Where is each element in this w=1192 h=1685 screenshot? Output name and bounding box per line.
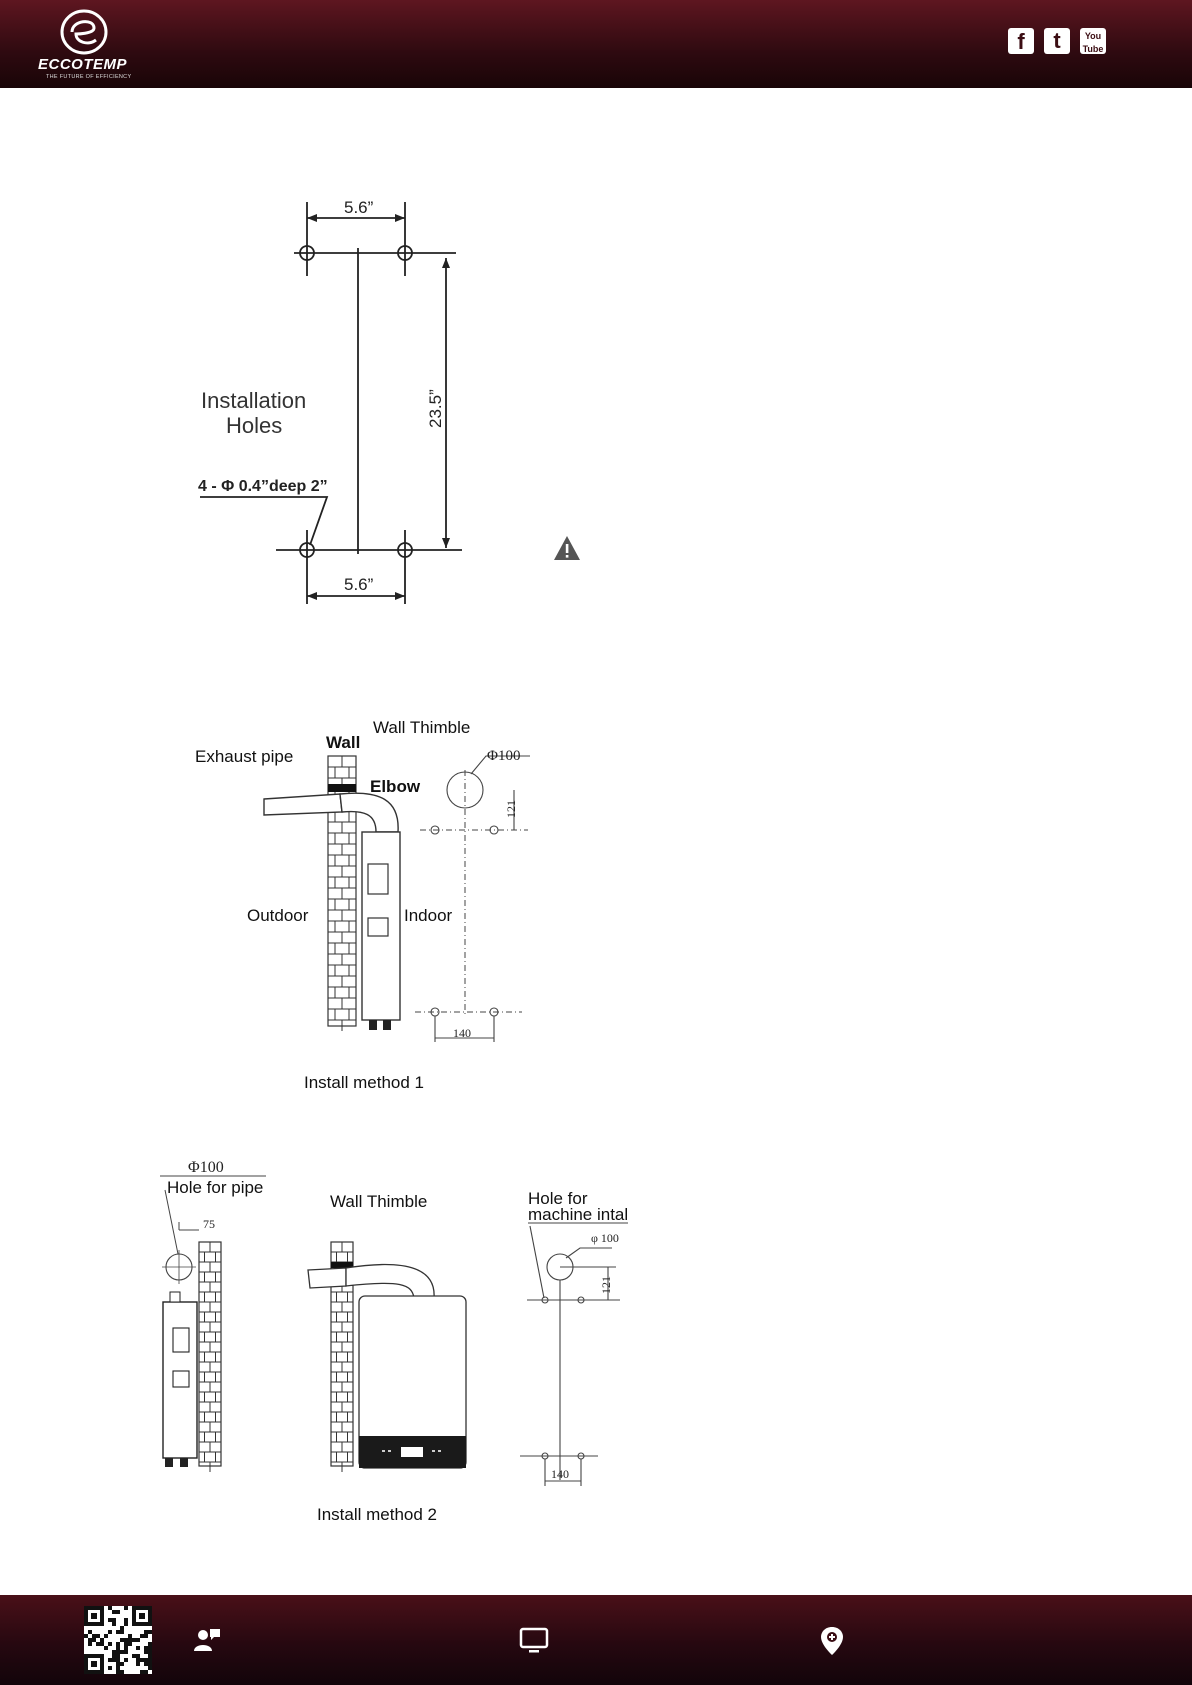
installation-holes-figure — [0, 0, 1192, 640]
location-pin-icon[interactable] — [816, 1625, 848, 1657]
hole-for-label-line1: Hole for — [528, 1189, 588, 1208]
hole-for-pipe-label: Hole for pipe — [167, 1178, 264, 1197]
monitor-icon[interactable] — [518, 1625, 550, 1657]
logo-tagline: THE FUTURE OF EFFICIENCY — [46, 74, 132, 80]
m2-diameter-label: Φ100 — [188, 1159, 224, 1176]
diameter-label: Φ100 — [487, 748, 521, 764]
top-width-label: 5.6” — [344, 198, 374, 217]
hole-spec-label: 4 - Φ 0.4”deep 2” — [198, 478, 328, 495]
vertical-dim-label: 121 — [504, 800, 518, 818]
installation-holes-title-line2: Holes — [226, 413, 283, 438]
height-label: 23.5” — [426, 389, 445, 428]
installation-holes-title-line1: Installation — [201, 388, 307, 413]
install-method-1-caption: Install method 1 — [304, 1073, 425, 1092]
page-footer — [0, 1595, 1192, 1685]
youtube-icon-top: You — [1084, 31, 1102, 41]
qr-code-icon — [84, 1606, 152, 1674]
logo-wordmark: ECCOTEMP — [38, 56, 128, 73]
m2-wall-thimble-label: Wall Thimble — [330, 1192, 428, 1211]
m2-horizontal-dim-label: 140 — [551, 1467, 569, 1481]
m2-vertical-dim-label: 121 — [599, 1276, 613, 1294]
contact-icon[interactable] — [190, 1625, 222, 1657]
wall-label: Wall — [326, 733, 361, 752]
exhaust-pipe-label: Exhaust pipe — [195, 747, 294, 766]
facebook-icon: f — [1017, 29, 1025, 54]
warning-icon — [554, 536, 580, 560]
qr-code[interactable] — [84, 1606, 152, 1674]
install-method-2-figure — [0, 1150, 700, 1500]
install-method-2-caption: Install method 2 — [317, 1505, 438, 1524]
elbow-label: Elbow — [370, 777, 421, 796]
indoor-label: Indoor — [404, 906, 453, 925]
wall-thimble-label: Wall Thimble — [373, 718, 471, 737]
bottom-width-label: 5.6” — [344, 575, 374, 594]
outdoor-label: Outdoor — [247, 906, 309, 925]
twitter-icon: t — [1053, 28, 1061, 53]
install-method-1-figure — [0, 700, 700, 1100]
side-dim-label: 75 — [203, 1217, 215, 1231]
horizontal-dim-label: 140 — [453, 1026, 471, 1040]
youtube-icon-bottom: Tube — [1082, 44, 1104, 54]
m2-diameter-small-label: φ 100 — [591, 1231, 619, 1245]
hole-for-label-line2: machine intal — [528, 1205, 629, 1224]
